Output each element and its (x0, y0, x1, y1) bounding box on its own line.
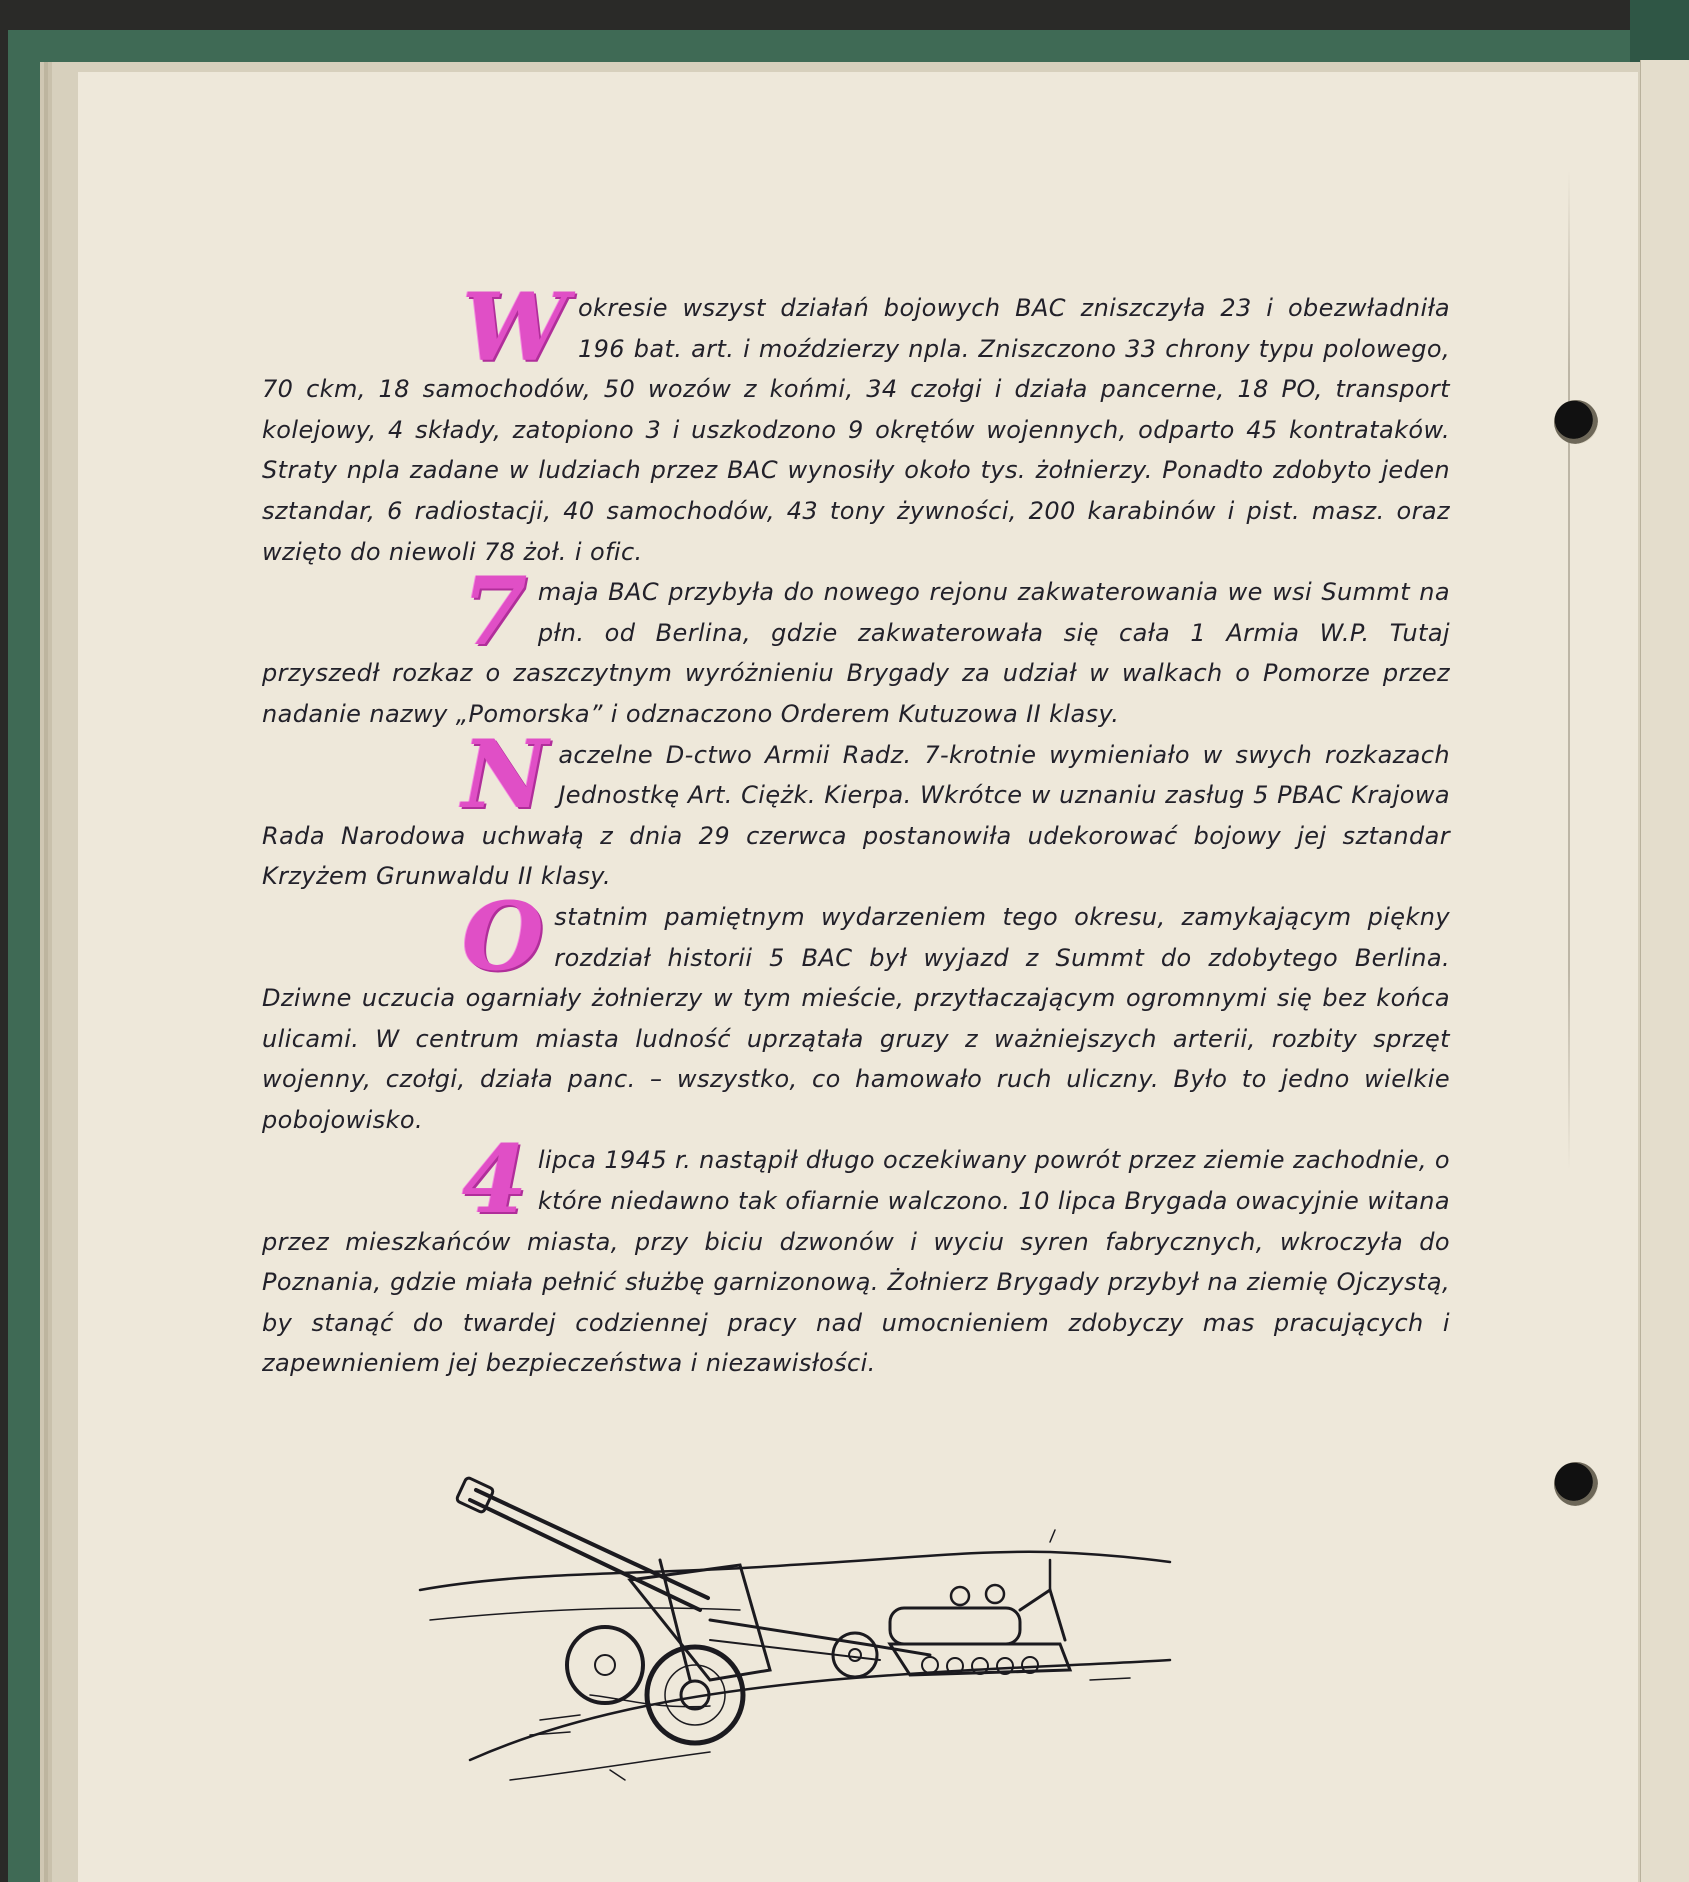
paragraph-text: lipca 1945 r. nastąpił długo oczekiwany powrót przez ziemie zachodnie, o które niedawno tak ofiarnie walczono. 10 lipca Brygada owacyjnie witana przez mieszkańców miasta, przy biciu dzwonów i wyciu syren fabrycznych, wkroczyła do Poznania, gdzie miała pełnić służbę garnizonową. Żołnierz Brygady przybył na ziemię Ojczystą, by stanąć do twardej codziennej pracy nad umocnieniem zdobyczy mas pracujących i zapewnieniem jej bezpieczeństwa i niezawisłości. (262, 1146, 1450, 1378)
drop-cap: N (462, 719, 549, 830)
punch-hole-top (1554, 400, 1598, 444)
drop-cap: W (462, 273, 568, 383)
paragraph-text: aczelne D-ctwo Armii Radz. 7-krotnie wymieniało w swych rozkazach Jednostkę Art. Ciężk. Kierpa. Wkrótce w uznaniu zasług 5 PBAC Krajowa Rada Narodowa uchwałą z dnia 29 czerwca postanowiła udekorować bojowy jej sztandar Krzyżem Grunwaldu II klasy. (262, 740, 1450, 891)
artillery-sketch (410, 1470, 1180, 1790)
next-page-edge (1640, 60, 1689, 1882)
paragraph-4 (262, 881, 1450, 1141)
paragraph-text: maja BAC przybyła do nowego rejonu zakwaterowania we wsi Summt na płn. od Berlina, gdzie zakwaterowała się cała 1 Armia W.P. Tutaj przyszedł rozkaz o zaszczytnym wyróżnieniu Brygady za udział w walkach o Pomorze przez nadanie nazwy „Pomorska” i odznaczono Orderem Kutuzowa II klasy. (262, 578, 1450, 728)
paragraph-3 (262, 719, 1450, 897)
punch-hole-bottom (1554, 1462, 1598, 1506)
drop-cap: 4 (462, 1125, 528, 1236)
paragraph-2 (262, 557, 1450, 734)
drop-cap: O (462, 881, 545, 992)
handwritten-text (262, 273, 1450, 1384)
paragraph-1 (262, 273, 1450, 572)
paragraph-5 (262, 1125, 1450, 1384)
paragraph-text: okresie wszyst działań bojowych BAC zniszczyła 23 i obezwładniła 196 bat. art. i moździerzy npla. Zniszczono 33 chrony typu polowego, 70 ckm, 18 samochodów, 50 wozów z końmi, 34 czołgi i działa pancerne, 18 PO, transport kolejowy, 4 składy, zatopiono 3 i uszkodzono 9 okrętów wojennych, odparto 45 kontrataków. Straty npla zadane w ludziach przez BAC wynosiły około tys. żołnierzy. Ponadto zdobyto jeden sztandar, 6 radiostacji, 40 samochodów, 43 tony żywności, 200 karabinów i pist. masz. oraz wzięto do niewoli 78 żoł. i ofic. (262, 294, 1450, 566)
drop-cap: 7 (462, 557, 528, 668)
page-crease (1568, 170, 1570, 1170)
paragraph-text: statnim pamiętnym wydarzeniem tego okresu, zamykającym piękny rozdział historii 5 BAC był wyjazd z Summt do zdobytego Berlina. Dziwne uczucia ogarniały żołnierzy w tym mieście, przytłaczającym ogromnymi się bez końca ulicami. W centrum miasta ludność uprzątała gruzy z ważniejszych arterii, rozbity sprzęt wojenny, czołgi, działa panc. – wszystko, co hamowało ruch uliczny. Było to jedno wielkie pobojowisko. (262, 902, 1450, 1134)
